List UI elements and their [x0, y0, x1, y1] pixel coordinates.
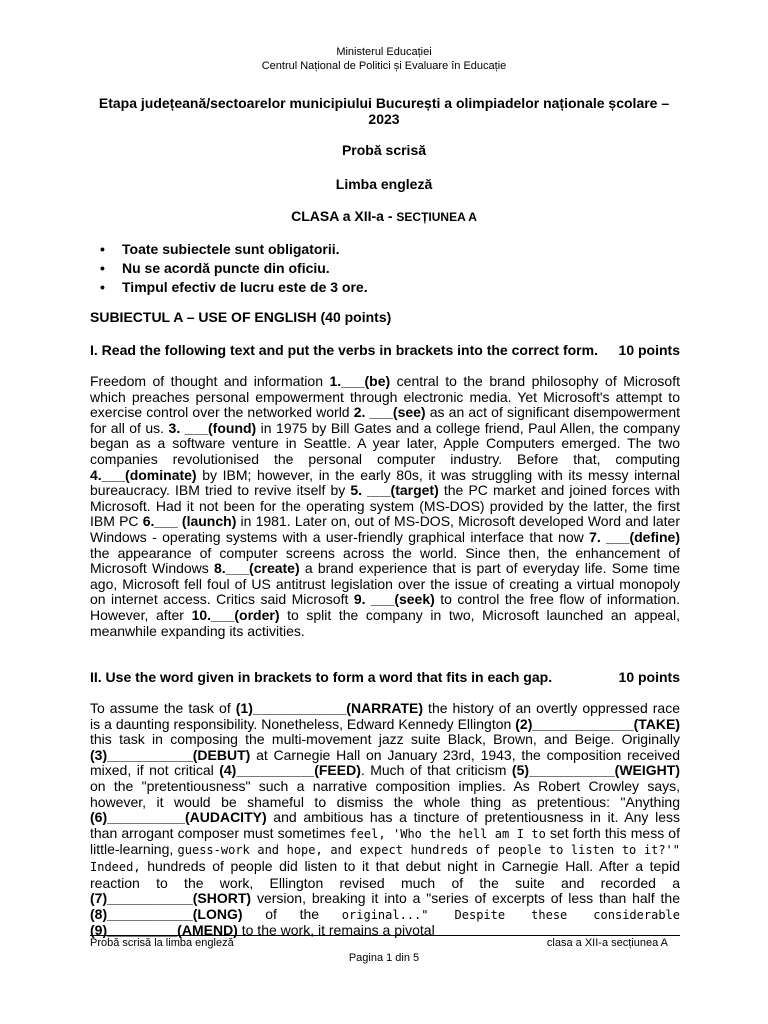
- gap-prompt: 9. ___(seek): [353, 591, 435, 608]
- gap-prompt: (3)___________(DEBUT): [90, 746, 251, 763]
- exercise2-points: 10 points: [618, 669, 680, 685]
- page-number: Pagina 1 din 5: [348, 952, 420, 964]
- quote-fragment: feel, 'Who the hell am I to: [349, 826, 546, 841]
- exercise2-heading: [90, 668, 680, 686]
- exercise1-heading: [90, 341, 680, 359]
- gap-prompt: 8.___(create): [214, 560, 300, 577]
- rule-item: • Nu se acordă puncte din oficiu.: [96, 259, 696, 278]
- exercise1-points: 10 points: [618, 342, 680, 358]
- exercise1-text: Freedom of thought and information 1.___(be) central to the brand philosophy of Microsoft which preaches personal empowerment through electronic media. Yet Microsoft's attempt to exercise control over the networked world 2. ___(see) as an act of significant disempowerment for all of us. 3. ___(found) in 1975 by Bill Gates and a college friend, Paul Allen, the company began as a software venture in Seattle. A year later, Apple Computers emerged. The two companies revolutionised the personal computer industry. Before that, computing 4.___(dominate) by IBM; however, in the early 80s, it was struggling with its messy internal bureaucracy. IBM tried to revive itself by 5. ___(target) the PC market and joined forces with Microsoft. Had it not been for the operating system (MS-DOS) provided by the latter, the first IBM PC 6.___ (launch) in 1981. Later on, out of MS-DOS, Microsoft developed Word and later Windows - operating systems with a user-friendly graphical interface that now 7. ___(define) the appearance of computer screens across the world. Since then, the enhancement of Microsoft Windows 8.___(create) a brand experience that is part of everyday life. Some time ago, Microsoft fell foul of US antitrust legislation over the issue of creating a virtual monopoly on internet access. Critics said Microsoft 9. ___(seek) to control the free flow of information. However, after 10.___(order) to split the company in two, Microsoft launched an appeal, meanwhile expanding its activities.: [90, 373, 680, 639]
- gap-prompt: 3. ___(found): [168, 419, 257, 436]
- title-line-1: Etapa județeană/sectoarelor municipiului București a olimpiadelor naționale școlare –: [98, 95, 670, 111]
- gap-prompt: (1)____________(NARRATE): [235, 700, 424, 716]
- gap-prompt: 6.___ (launch): [142, 513, 237, 530]
- gap-prompt: 10.___(order): [191, 606, 280, 623]
- subject-a-title: SUBIECTUL A – USE OF ENGLISH (40 points): [90, 309, 392, 325]
- gap-prompt: (8)___________(LONG): [90, 905, 243, 922]
- ministry-header: Ministerul Educației: [336, 46, 432, 58]
- rule-item: • Timpul efectiv de lucru este de 3 ore.: [96, 278, 696, 297]
- class-label: CLASA a XII-a -: [291, 208, 397, 224]
- gap-prompt: 2. ___(see): [353, 404, 426, 421]
- exercise2-instruction: II. Use the word given in brackets to form a word that fits in each gap.: [90, 669, 553, 685]
- gap-prompt: (2)_____________(TAKE): [515, 715, 680, 732]
- exercise1-instruction: I. Read the following text and put the verbs in brackets into the correct form.: [90, 342, 598, 358]
- class-section: [0, 208, 768, 225]
- gap-prompt: (4)__________(FEED): [219, 762, 361, 779]
- rules-list: [96, 240, 696, 297]
- footer-divider: [90, 935, 680, 936]
- exam-type: Probă scrisă: [341, 142, 427, 158]
- section-label: SECȚIUNEA A: [396, 210, 477, 224]
- center-header: Centrul Național de Politici și Evaluare în Educație: [261, 60, 507, 72]
- gap-prompt: (6)__________(AUDACITY): [90, 809, 267, 826]
- exercise2-text: To assume the task of (1)____________(NARRATE) the history of an overtly oppressed race is a daunting responsibility. Nonetheless, Edward Kennedy Ellington (2)_____________(TAKE) this task in composing the multi-movement jazz suite Black, Brown, and Beige. Originally (3)___________(DEBUT) at Carnegie Hall on January 23rd, 1943, the composition received mixed, if not critical (4)__________(FEED). Much of that criticism (5)___________(WEIGHT) on the "pretentiousness" such a narrative composition implies. As Robert Crowley says, however, it would be shameful to dismiss the whole thing as pretentious: "Anything (6)__________(AUDACITY) and ambitious has a tincture of pretentiousness in it. Any less than arrogant composer must sometimes feel, 'Who the hell am I to set forth this mess of little-learning, guess-work and hope, and expect hundreds of people to listen to it?'" Indeed, hundreds of people did listen to it that debut night in Carnegie Hall. After a tepid reaction to the work, Ellington revised much of the suite and recorded a (7)___________(SHORT) version, breaking it into a "series of excerpts of less than half the (8)___________(LONG) of the original..." Despite these considerable (9)_________(AMEND) to the work, it remains a pivotal: [90, 700, 681, 939]
- quote-fragment: guess-work and hope, and expect hundreds of people to listen to it?'" Indeed,: [90, 843, 680, 874]
- rule-item: • Toate subiectele sunt obligatorii.: [96, 240, 696, 259]
- title-line-2: 2023: [368, 111, 400, 127]
- gap-prompt: 7. ___(define): [589, 528, 680, 545]
- footer-left: Probă scrisă la limba engleză: [90, 937, 234, 949]
- gap-prompt: (9)_________(AMEND): [90, 922, 238, 939]
- gap-prompt: 5. ___(target): [350, 482, 439, 499]
- gap-prompt: (5)___________(WEIGHT): [511, 762, 680, 779]
- gap-prompt: 4.___(dominate): [90, 466, 197, 483]
- gap-prompt: 1.___(be): [329, 373, 391, 389]
- subject-title: Limba engleză: [335, 176, 433, 192]
- quote-fragment: original..." Despite these considerable: [341, 907, 681, 922]
- gap-prompt: (7)___________(SHORT): [90, 890, 252, 907]
- footer-right: clasa a XII-a secțiunea A: [546, 937, 668, 949]
